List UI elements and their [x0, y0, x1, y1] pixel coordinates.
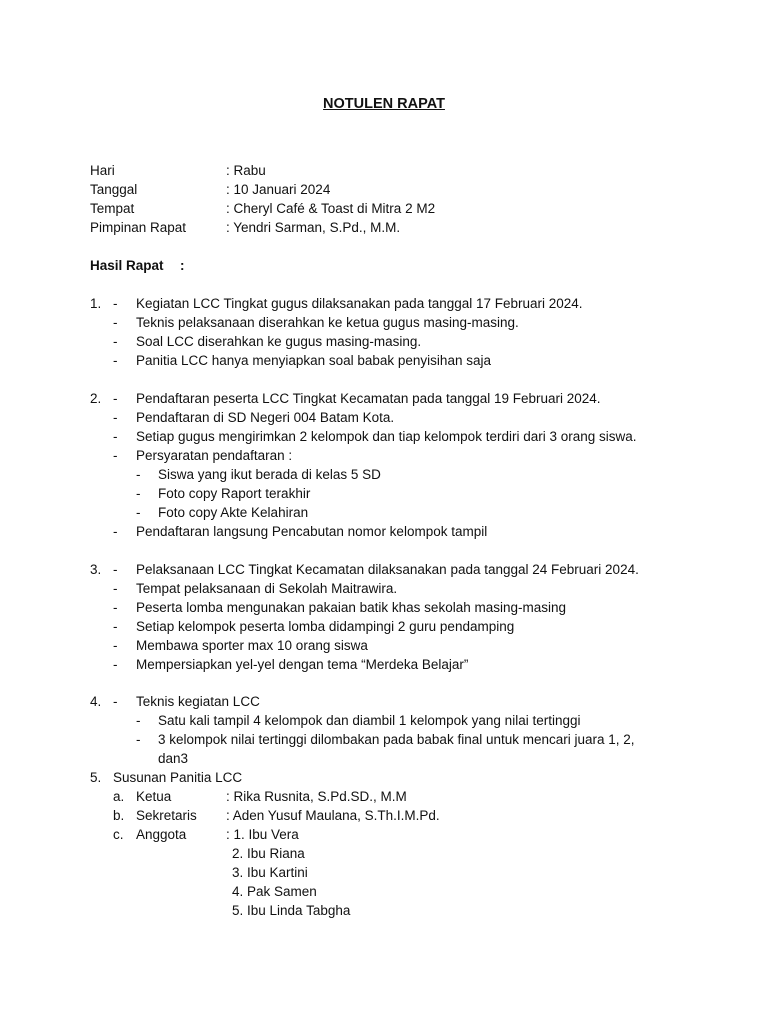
bullet: -: [113, 562, 118, 577]
role-name: Sekretaris: [136, 808, 197, 823]
meta-label-tempat: Tempat: [90, 201, 135, 216]
list-item: Persyaratan pendaftaran :: [136, 448, 293, 463]
role-value: : Rika Rusnita, S.Pd.SD., M.M: [226, 789, 407, 804]
list-item: Pendaftaran peserta LCC Tingkat Kecamatan pada tanggal 19 Februari 2024.: [136, 391, 601, 406]
bullet: -: [113, 524, 118, 539]
list-item: Pendaftaran di SD Negeri 004 Batam Kota.: [136, 410, 395, 425]
list-item: Membawa sporter max 10 orang siswa: [136, 638, 368, 653]
sub-bullet: -: [136, 732, 141, 747]
section-number: 1.: [90, 296, 102, 311]
sub-bullet: -: [136, 467, 141, 482]
bullet: -: [113, 410, 118, 425]
meta-label-hari: Hari: [90, 163, 115, 178]
bullet: -: [113, 296, 118, 311]
meta-value-hari: : Rabu: [226, 163, 266, 178]
sub-list-item: Siswa yang ikut berada di kelas 5 SD: [158, 467, 381, 482]
hasil-rapat-label: Hasil Rapat: [90, 258, 164, 273]
meta-label-tanggal: Tanggal: [90, 182, 138, 197]
document-title: NOTULEN RAPAT: [323, 96, 445, 112]
role-value: : Aden Yusuf Maulana, S.Th.I.M.Pd.: [226, 808, 440, 823]
bullet: -: [113, 315, 118, 330]
sub-list-item: Foto copy Raport terakhir: [158, 486, 311, 501]
sub-bullet: -: [136, 486, 141, 501]
bullet: -: [113, 600, 118, 615]
bullet: -: [113, 694, 118, 709]
section-number: 4.: [90, 694, 102, 709]
list-item: Tempat pelaksanaan di Sekolah Maitrawira.: [136, 581, 398, 596]
meta-value-tanggal: : 10 Januari 2024: [226, 182, 331, 197]
bullet: -: [113, 638, 118, 653]
list-item: Soal LCC diserahkan ke gugus masing-masing.: [136, 334, 422, 349]
list-item: Setiap gugus mengirimkan 2 kelompok dan tiap kelompok terdiri dari 3 orang siswa.: [136, 429, 637, 444]
list-item: Mempersiapkan yel-yel dengan tema “Merdeka Belajar”: [136, 657, 469, 672]
member-item: 3. Ibu Kartini: [232, 865, 308, 880]
role-name: Anggota: [136, 827, 187, 842]
meta-label-pimpinan: Pimpinan Rapat: [90, 220, 187, 235]
section-number: 3.: [90, 562, 102, 577]
role-name: Ketua: [136, 789, 172, 804]
meta-value-pimpinan: : Yendri Sarman, S.Pd., M.M.: [226, 220, 401, 235]
bullet: -: [113, 619, 118, 634]
sub-list-item: Foto copy Akte Kelahiran: [158, 505, 309, 520]
sub-bullet: -: [136, 713, 141, 728]
bullet: -: [113, 448, 118, 463]
list-item: Teknis pelaksanaan diserahkan ke ketua gugus masing-masing.: [136, 315, 519, 330]
role-value: : 1. Ibu Vera: [226, 827, 299, 842]
role-letter: a.: [113, 789, 125, 804]
role-letter: c.: [113, 827, 124, 842]
list-item: Setiap kelompok peserta lomba didampingi 2 guru pendamping: [136, 619, 515, 634]
sub-list-item: 3 kelompok nilai tertinggi dilombakan pada babak final untuk mencari juara 1, 2,: [158, 732, 635, 747]
list-item: Pelaksanaan LCC Tingkat Kecamatan dilaksanakan pada tanggal 24 Februari 2024.: [136, 562, 639, 577]
bullet: -: [113, 334, 118, 349]
hasil-rapat-colon: :: [180, 258, 185, 273]
list-item: Pendaftaran langsung Pencabutan nomor kelompok tampil: [136, 524, 488, 539]
meta-value-tempat: : Cheryl Café & Toast di Mitra 2 M2: [226, 201, 436, 216]
bullet: -: [113, 581, 118, 596]
member-item: 4. Pak Samen: [232, 884, 317, 899]
list-item: Teknis kegiatan LCC: [136, 694, 260, 709]
role-letter: b.: [113, 808, 125, 823]
sub-list-item: Satu kali tampil 4 kelompok dan diambil 1 kelompok yang nilai tertinggi: [158, 713, 581, 728]
member-item: 5. Ibu Linda Tabgha: [232, 903, 351, 918]
list-item: Panitia LCC hanya menyiapkan soal babak penyisihan saja: [136, 353, 491, 368]
sub-list-item-continuation: dan3: [158, 751, 189, 766]
bullet: -: [113, 429, 118, 444]
bullet: -: [113, 657, 118, 672]
section-number: 5.: [90, 770, 102, 785]
section-title: Susunan Panitia LCC: [113, 770, 243, 785]
bullet: -: [113, 391, 118, 406]
list-item: Kegiatan LCC Tingkat gugus dilaksanakan pada tanggal 17 Februari 2024.: [136, 296, 583, 311]
bullet: -: [113, 353, 118, 368]
member-item: 2. Ibu Riana: [232, 846, 305, 861]
sub-bullet: -: [136, 505, 141, 520]
section-number: 2.: [90, 391, 102, 406]
list-item: Peserta lomba mengunakan pakaian batik khas sekolah masing-masing: [136, 600, 566, 615]
